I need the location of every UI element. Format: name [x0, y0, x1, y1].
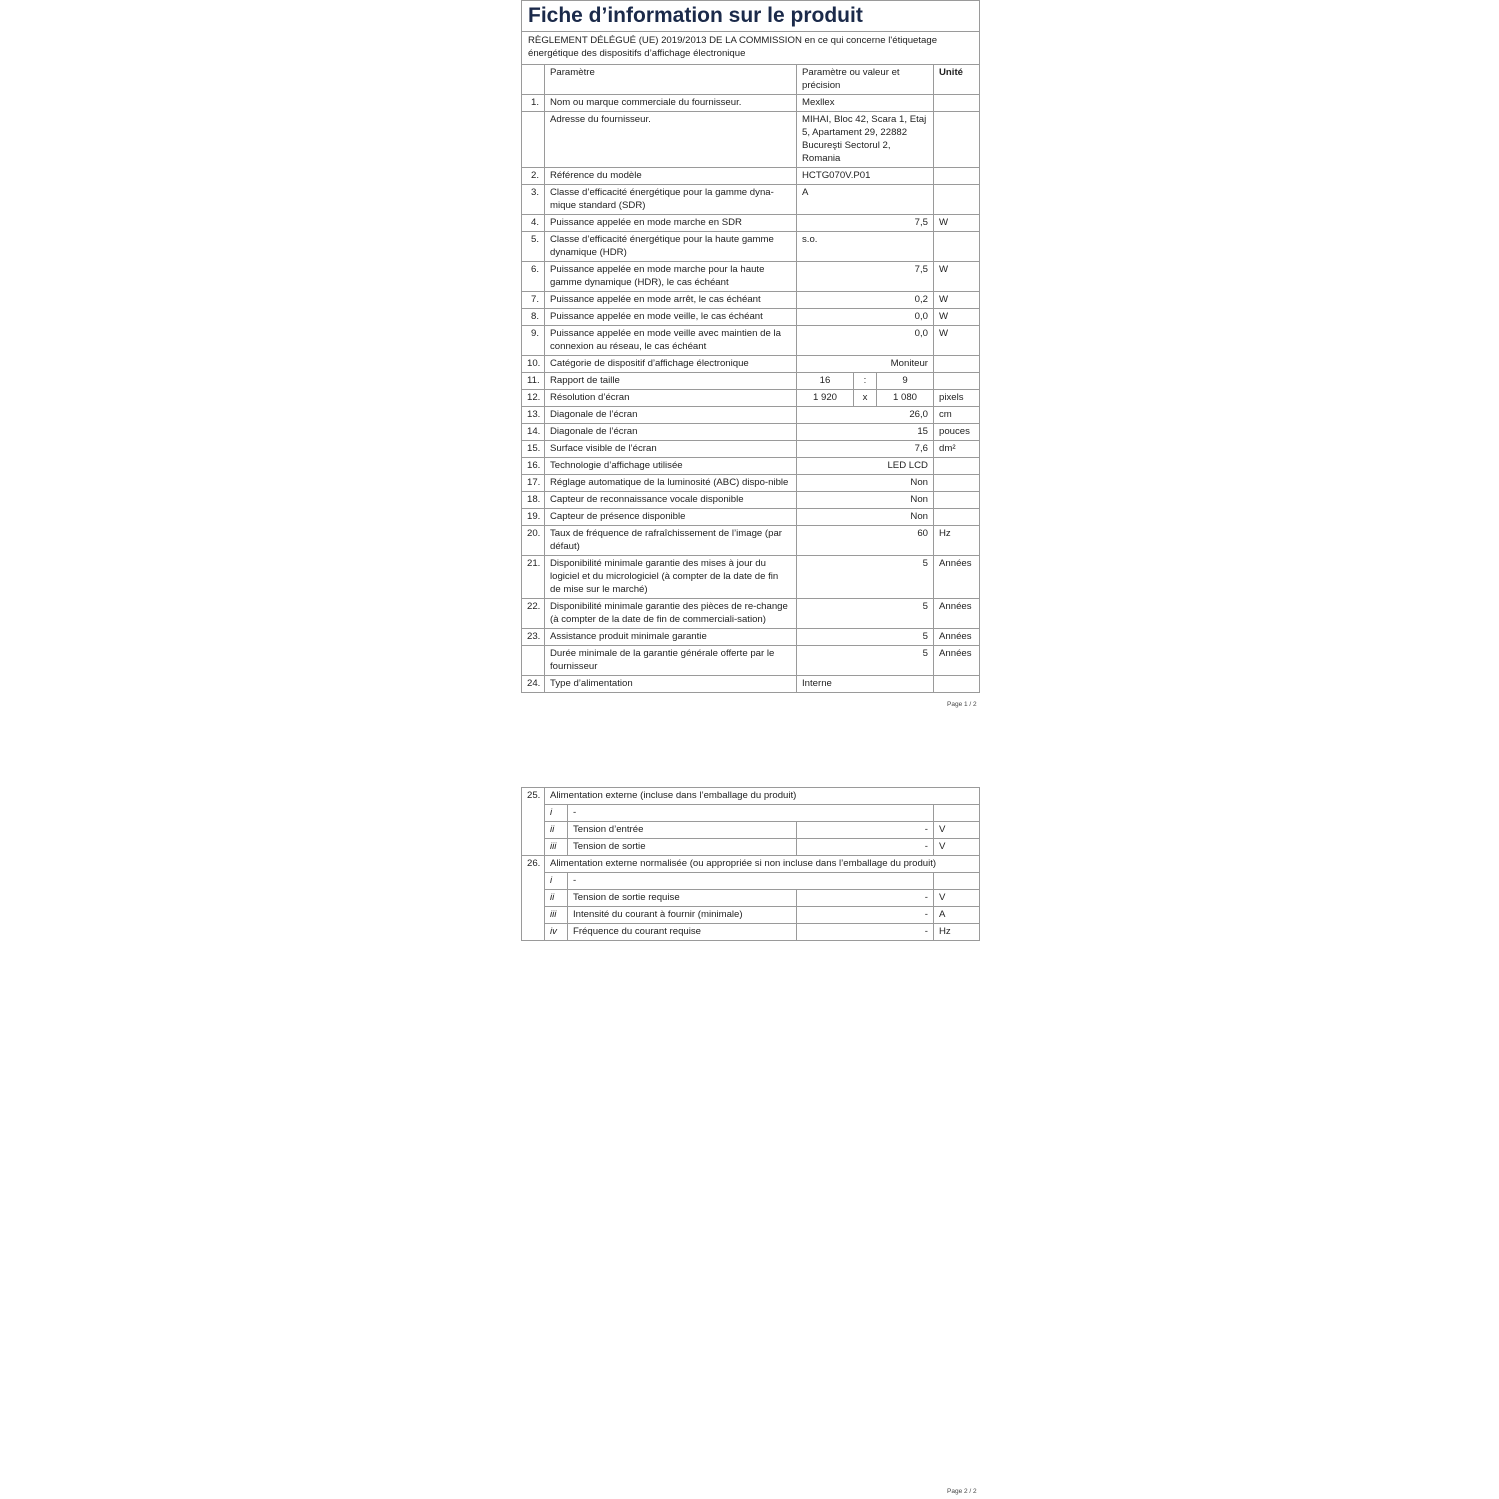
- row-label: Type d’alimentation: [545, 676, 797, 693]
- resolution-separator: x: [854, 390, 877, 407]
- header-title-row: [522, 1, 980, 32]
- row-value: 60: [797, 526, 934, 556]
- row-label: Alimentation externe (incluse dans l’emballage du produit): [545, 788, 980, 805]
- row-unit: Hz: [934, 924, 980, 941]
- row-value: -: [797, 924, 934, 941]
- row-unit: Années: [934, 599, 980, 629]
- row-value: Mexllex: [797, 95, 934, 112]
- row-unit: [934, 475, 980, 492]
- table-row: [522, 373, 980, 390]
- row-number: 11.: [522, 373, 545, 390]
- row-number: 17.: [522, 475, 545, 492]
- table-row: [522, 907, 980, 924]
- table-row: [522, 556, 980, 599]
- row-unit: [934, 509, 980, 526]
- row-value: 7,6: [797, 441, 934, 458]
- row-label: Capteur de présence disponible: [545, 509, 797, 526]
- row-label: Assistance produit minimale garantie: [545, 629, 797, 646]
- sub-index: i: [545, 873, 568, 890]
- aspect-separator: :: [854, 373, 877, 390]
- row-number: 23.: [522, 629, 545, 646]
- row-unit: [934, 356, 980, 373]
- row-value: -: [797, 890, 934, 907]
- param-header: Paramètre: [545, 65, 797, 95]
- row-number: 19.: [522, 509, 545, 526]
- num-header: [522, 65, 545, 95]
- row-label: Puissance appelée en mode arrêt, le cas échéant: [545, 292, 797, 309]
- row-number: 5.: [522, 232, 545, 262]
- row-number: 6.: [522, 262, 545, 292]
- table-row: [522, 805, 980, 822]
- table-row: [522, 629, 980, 646]
- row-label: Technologie d’affichage utilisée: [545, 458, 797, 475]
- table-row: [522, 441, 980, 458]
- row-unit: [934, 373, 980, 390]
- row-value: Interne: [797, 676, 934, 693]
- row-unit: W: [934, 262, 980, 292]
- product-info-sheet-page-2: [521, 787, 979, 941]
- row-label: Tension de sortie requise: [568, 890, 797, 907]
- sub-index: iii: [545, 839, 568, 856]
- row-unit: V: [934, 890, 980, 907]
- row-value: 0,0: [797, 309, 934, 326]
- row-value: 15: [797, 424, 934, 441]
- row-number: 15.: [522, 441, 545, 458]
- table-row: [522, 788, 980, 805]
- row-unit: V: [934, 839, 980, 856]
- table-row: [522, 873, 980, 890]
- row-label: Puissance appelée en mode veille, le cas échéant: [545, 309, 797, 326]
- regulation-subtitle: RÈGLEMENT DÉLÉGUÉ (UE) 2019/2013 DE LA COMMISSION en ce qui concerne l'étiquetage énergétique des dispositifs d’affichage électronique: [522, 32, 980, 65]
- row-label: Puissance appelée en mode veille avec maintien de la connexion au réseau, le cas échéant: [545, 326, 797, 356]
- row-label: Alimentation externe normalisée (ou appropriée si non incluse dans l’emballage du produit): [545, 856, 980, 873]
- row-value: Non: [797, 492, 934, 509]
- row-label: Disponibilité minimale garantie des mises à jour du logiciel et du micrologiciel (à compter de la date de fin de mise sur le marché): [545, 556, 797, 599]
- row-value: 5: [797, 599, 934, 629]
- row-number: 26.: [522, 856, 545, 941]
- row-number: 20.: [522, 526, 545, 556]
- column-header-row: [522, 65, 980, 95]
- table-row: [522, 168, 980, 185]
- row-unit: V: [934, 822, 980, 839]
- row-unit: Années: [934, 556, 980, 599]
- row-unit: W: [934, 326, 980, 356]
- table-row: [522, 924, 980, 941]
- table-row: [522, 309, 980, 326]
- aspect-height: 9: [877, 373, 934, 390]
- row-value: 26,0: [797, 407, 934, 424]
- table-row: [522, 646, 980, 676]
- row-label: Tension de sortie: [568, 839, 797, 856]
- row-number: [522, 112, 545, 168]
- page-title: Fiche d’information sur le produit: [522, 1, 980, 32]
- external-power-table: [521, 787, 980, 941]
- table-row: [522, 890, 980, 907]
- row-label: Résolution d’écran: [545, 390, 797, 407]
- product-info-sheet-page-1: [521, 0, 979, 693]
- row-label: Fréquence du courant requise: [568, 924, 797, 941]
- table-row: [522, 390, 980, 407]
- sub-index: ii: [545, 890, 568, 907]
- row-number: 4.: [522, 215, 545, 232]
- row-label: Classe d’efficacité énergétique pour la haute gamme dynamique (HDR): [545, 232, 797, 262]
- resolution-height: 1 080: [877, 390, 934, 407]
- row-number: 1.: [522, 95, 545, 112]
- row-value: 5: [797, 556, 934, 599]
- row-label: Référence du modèle: [545, 168, 797, 185]
- row-label: Adresse du fournisseur.: [545, 112, 797, 168]
- row-label: Nom ou marque commerciale du fournisseur.: [545, 95, 797, 112]
- product-info-table: [521, 0, 980, 693]
- row-label: Puissance appelée en mode marche en SDR: [545, 215, 797, 232]
- row-value: -: [797, 822, 934, 839]
- row-unit: W: [934, 309, 980, 326]
- page-number: Page 2 / 2: [947, 1488, 977, 1495]
- table-row: [522, 822, 980, 839]
- row-unit: [934, 492, 980, 509]
- table-row: [522, 526, 980, 556]
- row-label: -: [568, 805, 934, 822]
- row-value: 5: [797, 629, 934, 646]
- row-unit: Années: [934, 629, 980, 646]
- sub-index: i: [545, 805, 568, 822]
- row-unit: [934, 232, 980, 262]
- row-number: 8.: [522, 309, 545, 326]
- row-label: Classe d’efficacité énergétique pour la gamme dyna-mique standard (SDR): [545, 185, 797, 215]
- unit-header: Unité: [934, 65, 980, 95]
- row-number: 24.: [522, 676, 545, 693]
- table-row: [522, 262, 980, 292]
- row-number: 3.: [522, 185, 545, 215]
- row-value: s.o.: [797, 232, 934, 262]
- row-label: Catégorie de dispositif d’affichage électronique: [545, 356, 797, 373]
- row-value: Non: [797, 475, 934, 492]
- row-label: Réglage automatique de la luminosité (ABC) dispo-nible: [545, 475, 797, 492]
- row-value: LED LCD: [797, 458, 934, 475]
- row-label: Durée minimale de la garantie générale offerte par le fournisseur: [545, 646, 797, 676]
- row-number: 9.: [522, 326, 545, 356]
- row-value: -: [797, 839, 934, 856]
- row-value: MIHAI, Bloc 42, Scara 1, Etaj 5, Apartament 29, 22882 Bucureşti Sectorul 2, Romania: [797, 112, 934, 168]
- row-number: 13.: [522, 407, 545, 424]
- row-label: Surface visible de l’écran: [545, 441, 797, 458]
- table-row: [522, 676, 980, 693]
- row-value: 7,5: [797, 215, 934, 232]
- row-unit: [934, 95, 980, 112]
- header-subtitle-row: [522, 32, 980, 65]
- row-number: 2.: [522, 168, 545, 185]
- row-number: [522, 646, 545, 676]
- sub-index: iii: [545, 907, 568, 924]
- row-label: Diagonale de l’écran: [545, 407, 797, 424]
- row-label: Rapport de taille: [545, 373, 797, 390]
- row-number: 25.: [522, 788, 545, 856]
- row-value: Moniteur: [797, 356, 934, 373]
- table-row: [522, 407, 980, 424]
- row-unit: [934, 112, 980, 168]
- table-row: [522, 856, 980, 873]
- row-unit: cm: [934, 407, 980, 424]
- table-row: [522, 458, 980, 475]
- table-row: [522, 232, 980, 262]
- row-number: 10.: [522, 356, 545, 373]
- row-unit: Années: [934, 646, 980, 676]
- row-unit: W: [934, 292, 980, 309]
- table-row: [522, 185, 980, 215]
- sub-index: ii: [545, 822, 568, 839]
- row-label: Puissance appelée en mode marche pour la haute gamme dynamique (HDR), le cas échéant: [545, 262, 797, 292]
- row-unit: [934, 185, 980, 215]
- row-unit: pixels: [934, 390, 980, 407]
- row-label: Capteur de reconnaissance vocale disponible: [545, 492, 797, 509]
- table-row: [522, 599, 980, 629]
- row-number: 18.: [522, 492, 545, 509]
- row-unit: W: [934, 215, 980, 232]
- table-row: [522, 215, 980, 232]
- row-unit: pouces: [934, 424, 980, 441]
- table-row: [522, 356, 980, 373]
- row-number: 16.: [522, 458, 545, 475]
- row-unit: [934, 805, 980, 822]
- row-value: 5: [797, 646, 934, 676]
- row-number: 7.: [522, 292, 545, 309]
- row-unit: [934, 676, 980, 693]
- aspect-width: 16: [797, 373, 854, 390]
- row-label: Disponibilité minimale garantie des pièces de re-change (à compter de la date de fin de commerciali-sation): [545, 599, 797, 629]
- row-value: 0,0: [797, 326, 934, 356]
- row-value: Non: [797, 509, 934, 526]
- table-row: [522, 509, 980, 526]
- row-number: 12.: [522, 390, 545, 407]
- row-number: 22.: [522, 599, 545, 629]
- value-header: Paramètre ou valeur et précision: [797, 65, 934, 95]
- row-value: 7,5: [797, 262, 934, 292]
- table-row: [522, 839, 980, 856]
- table-row: [522, 292, 980, 309]
- row-label: Intensité du courant à fournir (minimale): [568, 907, 797, 924]
- row-number: 21.: [522, 556, 545, 599]
- row-value: 0,2: [797, 292, 934, 309]
- row-unit: [934, 458, 980, 475]
- row-value: A: [797, 185, 934, 215]
- row-label: Taux de fréquence de rafraîchissement de l’image (par défaut): [545, 526, 797, 556]
- table-row: [522, 492, 980, 509]
- resolution-width: 1 920: [797, 390, 854, 407]
- table-row: [522, 475, 980, 492]
- row-label: -: [568, 873, 934, 890]
- row-unit: dm²: [934, 441, 980, 458]
- sub-index: iv: [545, 924, 568, 941]
- table-row: [522, 424, 980, 441]
- table-row: [522, 326, 980, 356]
- row-unit: [934, 873, 980, 890]
- row-value: -: [797, 907, 934, 924]
- row-value: HCTG070V.P01: [797, 168, 934, 185]
- row-label: Tension d’entrée: [568, 822, 797, 839]
- row-unit: Hz: [934, 526, 980, 556]
- table-row: [522, 112, 980, 168]
- row-unit: [934, 168, 980, 185]
- row-label: Diagonale de l’écran: [545, 424, 797, 441]
- table-row: [522, 95, 980, 112]
- row-number: 14.: [522, 424, 545, 441]
- row-unit: A: [934, 907, 980, 924]
- page-number: Page 1 / 2: [947, 701, 977, 708]
